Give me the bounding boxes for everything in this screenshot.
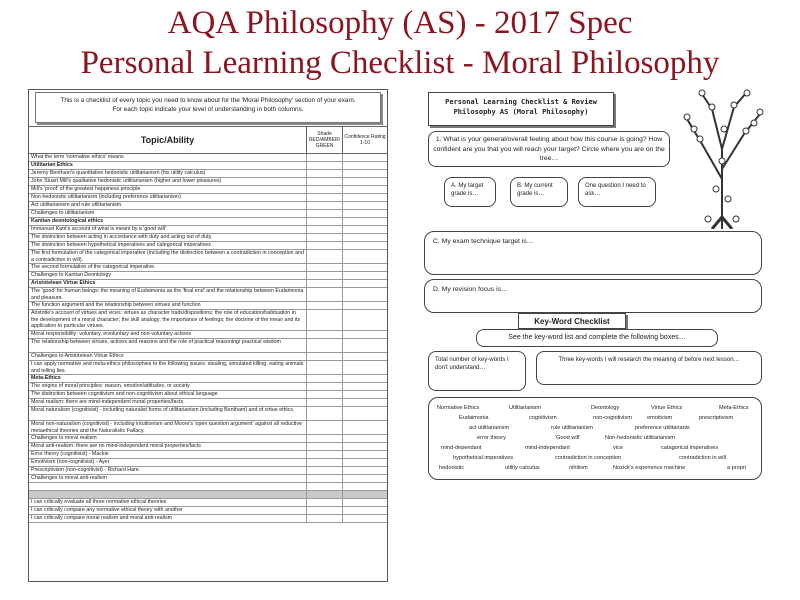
checklist-row bbox=[29, 459, 387, 467]
keyword-term: emotivism bbox=[647, 415, 673, 421]
topic-cell bbox=[29, 491, 307, 498]
shade-cell[interactable] bbox=[307, 507, 343, 514]
shade-cell[interactable] bbox=[307, 226, 343, 233]
checklist-row bbox=[29, 210, 387, 218]
intro-line-2: For each topic indicate your level of understanding in both columns. bbox=[112, 106, 304, 113]
confidence-cell[interactable] bbox=[343, 170, 387, 177]
topic-cell: Challenges to moral realism bbox=[29, 435, 307, 442]
topic-cell: Emotivism (non-cognitivist) - Ayer bbox=[29, 459, 307, 466]
shade-cell[interactable] bbox=[307, 331, 343, 338]
confidence-cell[interactable] bbox=[343, 280, 387, 287]
confidence-cell[interactable] bbox=[343, 451, 387, 458]
checklist-row bbox=[29, 170, 387, 178]
topic-cell: Kantian deontological ethics bbox=[29, 218, 307, 225]
checklist-row bbox=[29, 226, 387, 234]
topic-cell: The first formulation of the categorical imperative (including the distinction between a contradiction in conception and a contradiction in will). bbox=[29, 250, 307, 263]
topic-cell: Moral realism: there are mind-independent moral properties/facts bbox=[29, 399, 307, 406]
review-heading bbox=[428, 92, 614, 126]
confidence-cell[interactable] bbox=[343, 515, 387, 522]
keyword-list bbox=[428, 397, 762, 480]
keyword-term: act utilitarianism bbox=[469, 425, 510, 431]
confidence-cell[interactable] bbox=[343, 210, 387, 217]
checklist-row bbox=[29, 407, 387, 421]
topic-cell: The distinction between hypothetical imperatives and categorical imperatives bbox=[29, 242, 307, 249]
confidence-cell[interactable] bbox=[343, 383, 387, 390]
keyword-term: hypothetical imperatives bbox=[453, 455, 514, 461]
checklist-page bbox=[28, 89, 388, 582]
shade-cell[interactable] bbox=[307, 499, 343, 506]
confidence-cell[interactable] bbox=[343, 218, 387, 225]
confidence-cell[interactable] bbox=[343, 154, 387, 161]
confidence-cell[interactable] bbox=[343, 491, 387, 498]
shade-cell[interactable] bbox=[307, 288, 343, 301]
main-title: AQA Philosophy (AS) - 2017 Spec bbox=[167, 5, 633, 41]
keyword-term: hedonistic bbox=[439, 465, 465, 471]
topic-cell: Challenges to utilitarianism bbox=[29, 210, 307, 217]
checklist-row bbox=[29, 443, 387, 451]
shade-cell[interactable] bbox=[307, 280, 343, 287]
topic-cell: Moral anti-realism: there are no mind-independent moral properties/facts bbox=[29, 443, 307, 450]
confidence-cell[interactable] bbox=[343, 339, 387, 352]
confidence-cell[interactable] bbox=[343, 459, 387, 466]
topic-cell bbox=[29, 483, 307, 490]
checklist-row bbox=[29, 507, 387, 515]
keyword-term: cognitivism bbox=[529, 415, 557, 421]
confidence-cell[interactable] bbox=[343, 186, 387, 193]
checklist-row bbox=[29, 234, 387, 242]
keyword-term: error theory bbox=[477, 435, 506, 441]
checklist-row bbox=[29, 435, 387, 443]
keyword-term: Utilitarianism bbox=[509, 405, 542, 411]
shade-cell[interactable] bbox=[307, 242, 343, 249]
confidence-cell[interactable] bbox=[343, 194, 387, 201]
checklist-row bbox=[29, 375, 387, 383]
shade-cell[interactable] bbox=[307, 218, 343, 225]
sub-title: Personal Learning Checklist - Moral Philosophy bbox=[80, 45, 720, 81]
shade-cell[interactable] bbox=[307, 475, 343, 482]
keyword-term: a propri bbox=[727, 465, 746, 471]
confidence-cell[interactable] bbox=[343, 272, 387, 279]
shade-cell[interactable] bbox=[307, 186, 343, 193]
topic-cell: Act utilitarianism and rule utilitarianism. bbox=[29, 202, 307, 209]
intro-line-1: This is a checklist of every topic you need to know about for the 'Moral Philosophy' section of your exam. bbox=[60, 97, 356, 104]
topic-cell: The distinction between cognitivism and non-cognitivism about ethical language bbox=[29, 391, 307, 398]
topic-cell: Challenges to Aristotelean Virtue Ethics bbox=[29, 353, 307, 360]
review-heading-line-1: Personal Learning Checklist & Review bbox=[445, 98, 597, 106]
topic-cell: Utilitarian Ethics bbox=[29, 162, 307, 169]
shade-cell[interactable] bbox=[307, 210, 343, 217]
shade-cell[interactable] bbox=[307, 234, 343, 241]
confidence-cell[interactable] bbox=[343, 475, 387, 482]
topic-cell: Jeremy Bentham's quantitative hedonistic utilitarianism (his utility calculus) bbox=[29, 170, 307, 177]
shade-cell[interactable] bbox=[307, 443, 343, 450]
topic-cell: The 'good' for human beings: the meaning of Eudaimonia as the 'final end' and the relationship between Eudaimonia and pleasure. bbox=[29, 288, 307, 301]
keyword-term: contradiction in will bbox=[679, 455, 726, 461]
keyword-term: prescriptivism bbox=[699, 415, 734, 421]
topic-cell: Aristotelean Virtue Ethics bbox=[29, 280, 307, 287]
checklist-row bbox=[29, 421, 387, 435]
topic-cell: Challenges to moral anti-realism bbox=[29, 475, 307, 482]
shade-cell[interactable] bbox=[307, 339, 343, 352]
confidence-cell[interactable] bbox=[343, 264, 387, 271]
review-heading-line-2: Philosophy AS (Moral Philosophy) bbox=[453, 108, 589, 116]
blob-tree-icon bbox=[672, 89, 772, 229]
confidence-cell[interactable] bbox=[343, 399, 387, 406]
keyword-term: 'Good will' bbox=[555, 435, 581, 441]
topic-cell: Prescriptivism (non-cognitivist) - Richard Hare. bbox=[29, 467, 307, 474]
keyword-term: non-cognitivism bbox=[593, 415, 632, 421]
keyword-term: mind-independant bbox=[525, 445, 570, 451]
keyword-term: Nozick's experience machine bbox=[613, 465, 686, 471]
column-topic: Topic/Ability bbox=[29, 127, 307, 153]
shade-cell[interactable] bbox=[307, 272, 343, 279]
keyword-instructions: See the key-word list and complete the following boxes… bbox=[476, 329, 718, 347]
checklist-rows bbox=[29, 154, 387, 523]
checklist-row bbox=[29, 178, 387, 186]
topic-cell: The second formulation of the categorical imperative. bbox=[29, 264, 307, 271]
confidence-cell[interactable] bbox=[343, 391, 387, 398]
confidence-cell[interactable] bbox=[343, 499, 387, 506]
target-grade-bubble[interactable]: A. My target grade is… bbox=[444, 177, 496, 207]
keyword-term: mind-dependant bbox=[441, 445, 482, 451]
topic-cell: What the term 'normative ethics' means bbox=[29, 154, 307, 161]
confidence-cell[interactable] bbox=[343, 467, 387, 474]
checklist-row bbox=[29, 162, 387, 170]
keyword-term: vice bbox=[613, 445, 623, 451]
confidence-cell[interactable] bbox=[343, 353, 387, 360]
checklist-row bbox=[29, 272, 387, 280]
checklist-row bbox=[29, 491, 387, 499]
question-bubble[interactable]: One question I need to ask… bbox=[578, 177, 656, 207]
keywords-unknown-box[interactable]: Total number of key-words I don't understand… bbox=[428, 351, 526, 391]
checklist-row bbox=[29, 515, 387, 523]
shade-cell[interactable] bbox=[307, 202, 343, 209]
shade-cell[interactable] bbox=[307, 264, 343, 271]
checklist-row bbox=[29, 451, 387, 459]
checklist-row bbox=[29, 399, 387, 407]
confidence-cell[interactable] bbox=[343, 288, 387, 301]
shade-cell[interactable] bbox=[307, 399, 343, 406]
topic-cell: Non-hedonistic utilitarianism (including preference utilitarianism) bbox=[29, 194, 307, 201]
topic-cell: The function argument and the relationship between virtues and function bbox=[29, 302, 307, 309]
keyword-term: nihilism bbox=[569, 465, 588, 471]
topic-cell: Meta-Ethics bbox=[29, 375, 307, 382]
confidence-cell[interactable] bbox=[343, 234, 387, 241]
shade-cell[interactable] bbox=[307, 491, 343, 498]
keyword-term: Non-hedonistic utilitarianism bbox=[605, 435, 675, 441]
keyword-checklist-title: Key-Word Checklist bbox=[518, 313, 626, 329]
confidence-cell[interactable] bbox=[343, 407, 387, 420]
topic-cell: The origins of moral principles: reason, emotion/attitudes, or society. bbox=[29, 383, 307, 390]
column-confidence: Confidence Rating 1-10 bbox=[344, 134, 386, 146]
checklist-intro bbox=[35, 92, 381, 123]
shade-cell[interactable] bbox=[307, 178, 343, 185]
checklist-row bbox=[29, 339, 387, 353]
review-page bbox=[424, 89, 774, 574]
shade-cell[interactable] bbox=[307, 467, 343, 474]
keyword-term: Deontology bbox=[591, 405, 620, 411]
topic-cell: I can critically compare any normative ethical theory with another bbox=[29, 507, 307, 514]
keyword-term: contradiction in conception bbox=[555, 455, 622, 461]
confidence-cell[interactable] bbox=[343, 507, 387, 514]
shade-cell[interactable] bbox=[307, 483, 343, 490]
topic-cell: The relationship between virtues, actions and reasons and the role of practical reasoning/ practical wisdom bbox=[29, 339, 307, 352]
checklist-header bbox=[29, 126, 387, 154]
keyword-term: Eudaimonia bbox=[459, 415, 489, 421]
question-1-box: 1. What is your general/overall feeling about how this course is going? How confident are you that you will reach your target? Circle where you are on the tree… bbox=[428, 131, 670, 167]
checklist-row bbox=[29, 250, 387, 264]
topic-cell: Moral naturalism (cognitivist) - including naturalist forms of utilitarianism (including Bentham) and of virtue ethics. bbox=[29, 407, 307, 420]
checklist-row bbox=[29, 186, 387, 194]
keyword-term: Virtue Ethics bbox=[651, 405, 683, 411]
topic-cell: Error theory (cognitivist) - Mackie bbox=[29, 451, 307, 458]
checklist-row bbox=[29, 331, 387, 339]
confidence-cell[interactable] bbox=[343, 202, 387, 209]
shade-cell[interactable] bbox=[307, 515, 343, 522]
confidence-cell[interactable] bbox=[343, 375, 387, 382]
shade-cell[interactable] bbox=[307, 407, 343, 420]
keyword-term: Normative Ethics bbox=[437, 405, 480, 411]
topic-cell: Mill's 'proof' of the greatest happiness principle bbox=[29, 186, 307, 193]
confidence-cell[interactable] bbox=[343, 421, 387, 434]
revision-focus-box[interactable]: D. My revision focus is… bbox=[424, 279, 762, 313]
checklist-row bbox=[29, 475, 387, 483]
keyword-term: catagorical imperatives bbox=[661, 445, 719, 451]
shade-cell[interactable] bbox=[307, 421, 343, 434]
topic-cell: I can critically evaluate all three normative ethical theories bbox=[29, 499, 307, 506]
checklist-row bbox=[29, 218, 387, 226]
topic-cell: Immanuel Kant's account of what is meant by a 'good will' bbox=[29, 226, 307, 233]
checklist-row bbox=[29, 288, 387, 302]
confidence-cell[interactable] bbox=[343, 331, 387, 338]
topic-cell: Aristotle's account of virtues and vices: virtues as character traits/dispositions; the role of education/habituation in the development of a moral character; the skill analogy; the importance of feelings; the doctrine of the mean and its application to particular virtues. bbox=[29, 310, 307, 330]
topic-cell: Challenges to Kantian Deontology bbox=[29, 272, 307, 279]
confidence-cell[interactable] bbox=[343, 435, 387, 442]
confidence-cell[interactable] bbox=[343, 302, 387, 309]
shade-cell[interactable] bbox=[307, 302, 343, 309]
checklist-row bbox=[29, 499, 387, 507]
confidence-cell[interactable] bbox=[343, 162, 387, 169]
topic-cell: The distinction between acting in accordance with duty and acting out of duty. bbox=[29, 234, 307, 241]
checklist-row bbox=[29, 154, 387, 162]
checklist-row bbox=[29, 264, 387, 272]
checklist-row bbox=[29, 391, 387, 399]
shade-cell[interactable] bbox=[307, 459, 343, 466]
keyword-term: Meta-Ethics bbox=[719, 405, 749, 411]
checklist-row bbox=[29, 302, 387, 310]
checklist-row bbox=[29, 383, 387, 391]
confidence-cell[interactable] bbox=[343, 443, 387, 450]
shade-cell[interactable] bbox=[307, 162, 343, 169]
confidence-cell[interactable] bbox=[343, 178, 387, 185]
checklist-row bbox=[29, 483, 387, 491]
shade-cell[interactable] bbox=[307, 383, 343, 390]
topic-cell: Moral responsibility: voluntary, involuntary and non-voluntary actions bbox=[29, 331, 307, 338]
shade-cell[interactable] bbox=[307, 194, 343, 201]
confidence-cell[interactable] bbox=[343, 483, 387, 490]
shade-cell[interactable] bbox=[307, 170, 343, 177]
shade-cell[interactable] bbox=[307, 375, 343, 382]
checklist-row bbox=[29, 361, 387, 375]
exam-technique-box[interactable]: C. My exam technique target is… bbox=[424, 231, 762, 275]
shade-cell[interactable] bbox=[307, 154, 343, 161]
checklist-row bbox=[29, 353, 387, 361]
column-shade: Shade RED/AMBER/ GREEN bbox=[307, 127, 343, 153]
shade-cell[interactable] bbox=[307, 361, 343, 374]
keyword-term: utility calculus bbox=[505, 465, 540, 471]
confidence-cell[interactable] bbox=[343, 242, 387, 249]
checklist-row bbox=[29, 280, 387, 288]
confidence-cell[interactable] bbox=[343, 226, 387, 233]
topic-cell: I can apply normative and meta-ethics philosophies to the following issues: stealing, simulated killing, eating animals and telling lies. bbox=[29, 361, 307, 374]
checklist-row bbox=[29, 310, 387, 331]
topic-cell: John Stuart Mill's qualitative hedonistic utilitarianism (higher and lower pleasures) bbox=[29, 178, 307, 185]
keyword-term: preference utilitarianis bbox=[635, 425, 690, 431]
shade-cell[interactable] bbox=[307, 451, 343, 458]
checklist-row bbox=[29, 194, 387, 202]
shade-cell[interactable] bbox=[307, 391, 343, 398]
shade-cell[interactable] bbox=[307, 250, 343, 263]
confidence-cell[interactable] bbox=[343, 310, 387, 330]
checklist-row bbox=[29, 242, 387, 250]
topic-cell: I can critically compare moral realism and moral anti-realism bbox=[29, 515, 307, 522]
shade-cell[interactable] bbox=[307, 435, 343, 442]
shade-cell[interactable] bbox=[307, 353, 343, 360]
keywords-research-box[interactable]: Three key-words I will research the meaning of before next lesson… bbox=[536, 351, 762, 385]
keyword-term: rule utilitarianism bbox=[551, 425, 593, 431]
checklist-row bbox=[29, 202, 387, 210]
checklist-row bbox=[29, 467, 387, 475]
topic-cell: Moral non-naturalism (cognitivist) - including intuitionism and Moore's 'open question argument' against all reductive metaethical theories and the Naturalistic Fallacy. bbox=[29, 421, 307, 434]
shade-cell[interactable] bbox=[307, 310, 343, 330]
confidence-cell[interactable] bbox=[343, 361, 387, 374]
confidence-cell[interactable] bbox=[343, 250, 387, 263]
current-grade-bubble[interactable]: B. My current grade is… bbox=[510, 177, 568, 207]
